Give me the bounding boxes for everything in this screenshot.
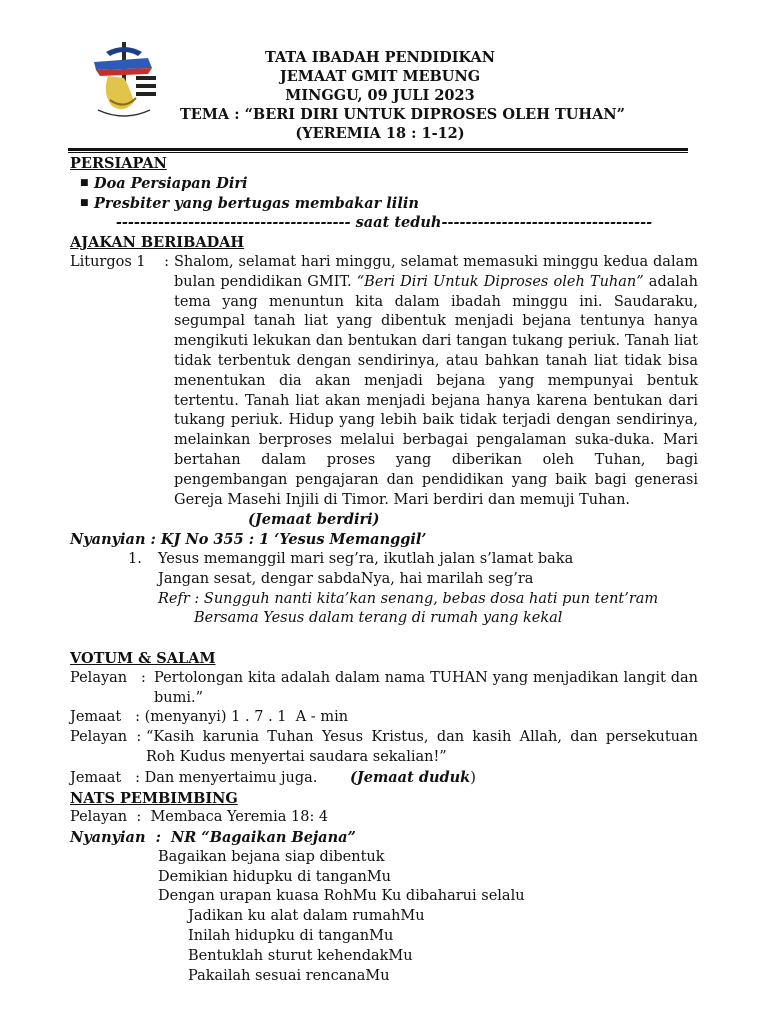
votum-jemaat-2: Jemaat : Dan menyertaimu juga. (Jemaat duduk) [70, 768, 476, 786]
header-scripture: (YEREMIA 18 : 1-12) [295, 125, 465, 142]
hymn-line: Bentuklah sturut kehendakMu [188, 947, 413, 964]
votum-jemaat-1: Jemaat : (menyanyi) 1 . 7 . 1 A - min [70, 709, 349, 726]
hymn-line: Bagaikan bejana siap dibentuk [158, 848, 385, 865]
document-header [180, 48, 625, 143]
hymn-refrain: Bersama Yesus dalam terang di rumah yang kekal [194, 610, 563, 627]
header-congregation: JEMAAT GMIT MEBUNG [279, 68, 481, 85]
hymn-line: Demikian hidupku di tanganMu [158, 868, 392, 885]
header-title: TATA IBADAH PENDIDIKAN [264, 49, 496, 66]
list-item: ■ Presbiter yang bertugas membakar lilin [80, 194, 419, 212]
hymn-line: Pakailah sesuai rencanaMu [188, 967, 390, 984]
header-rule-thin [68, 152, 688, 153]
nats-nyanyian-title: Nyanyian : NR “Bagaikan Bejana” [70, 829, 356, 847]
document-body [70, 154, 698, 986]
spacer [70, 629, 698, 649]
section-persiapan-title: PERSIAPAN [70, 155, 167, 172]
section-votum-title: VOTUM & SALAM [70, 649, 216, 667]
ajakan-text: Shalom, selamat hari minggu, selamat memasuki minggu kedua dalam bulan pendidikan GMIT. “Beri Diri Untuk Diproses oleh Tuhan” adalah tema yang menuntun kita dalam ibadah minggu ini. Saudaraku, segumpal tanah liat yang dibentuk menjadi bejana tentunya hanya mengikuti lekukan dan bentukan dari tangan tukang periuk. Tanah liat tidak terbentuk dengan sendirinya, atau bahkan tanah liat tidak bisa menentukan dia akan menjadi bejana yang mempunyai bentuk tertentu. Tanah liat akan menjadi bejana hanya karena bentukan dari tukang periuk. Hidup yang lebih baik tidak terjadi dengan sendirinya, melainkan berproses melalui berbagai pengalaman suka-duka. Mari bertahan dalam proses yang diberikan oleh Tuhan, bagi pengembangan pengajaran dan pendidikan yang baik bagi generasi Gereja Masehi Injili di Timor. Mari berdiri dan memuji Tuhan. [174, 253, 698, 508]
gmit-logo-icon [88, 40, 160, 122]
section-ajakan-title: AJAKAN BERIBADAH [70, 234, 245, 252]
header-date: MINGGU, 09 JULI 2023 [285, 87, 475, 104]
hymn-line: Jadikan ku alat dalam rumahMu [188, 908, 425, 925]
header-theme: TEMA : “BERI DIRI UNTUK DIPROSES OLEH TUHAN” [180, 106, 625, 123]
nats-pelayan: Pelayan : Membaca Yeremia 18: 4 [70, 809, 329, 826]
ajakan-paragraph [70, 253, 698, 510]
saat-teduh-divider: --------------------------------------- saat teduh----------------------------------- [115, 214, 653, 232]
hymn-line: Jangan sesat, dengar sabdaNya, hai marilah seg’ra [158, 570, 534, 587]
section-nats-title: NATS PEMBIMBING [70, 789, 238, 807]
liturgos-label: Liturgos 1 : [70, 253, 179, 270]
section-nyanyian-title: Nyanyian : KJ No 355 : 1 ‘Yesus Memanggil’ [70, 531, 427, 549]
header-rule-thick [68, 148, 688, 151]
hymn-line: Dengan urapan kuasa RohMu Ku dibaharui selalu [158, 888, 525, 905]
hymn-line: Inilah hidupku di tanganMu [188, 928, 394, 945]
square-bullet-icon: ■ [80, 197, 89, 208]
square-bullet-icon: ■ [80, 177, 89, 188]
list-item: ■ Doa Persiapan Diri [80, 174, 248, 192]
hymn-line: 1. Yesus memanggil mari seg’ra, ikutlah jalan s’lamat baka [128, 550, 574, 567]
votum-pelayan-1: Pelayan : Pertolongan kita adalah dalam nama TUHAN yang menjadikan langit dan bumi.” [70, 669, 698, 706]
votum-pelayan-2: Pelayan : “Kasih karunia Tuhan Yesus Kristus, dan kasih Allah, dan persekutuan Roh Kudus menyertai saudara sekalian!” [70, 729, 698, 765]
jemaat-berdiri-note: (Jemaat berdiri) [248, 511, 380, 529]
hymn-refrain: Refr : Sungguh nanti kita’kan senang, bebas dosa hati pun tent’ram [158, 590, 659, 607]
